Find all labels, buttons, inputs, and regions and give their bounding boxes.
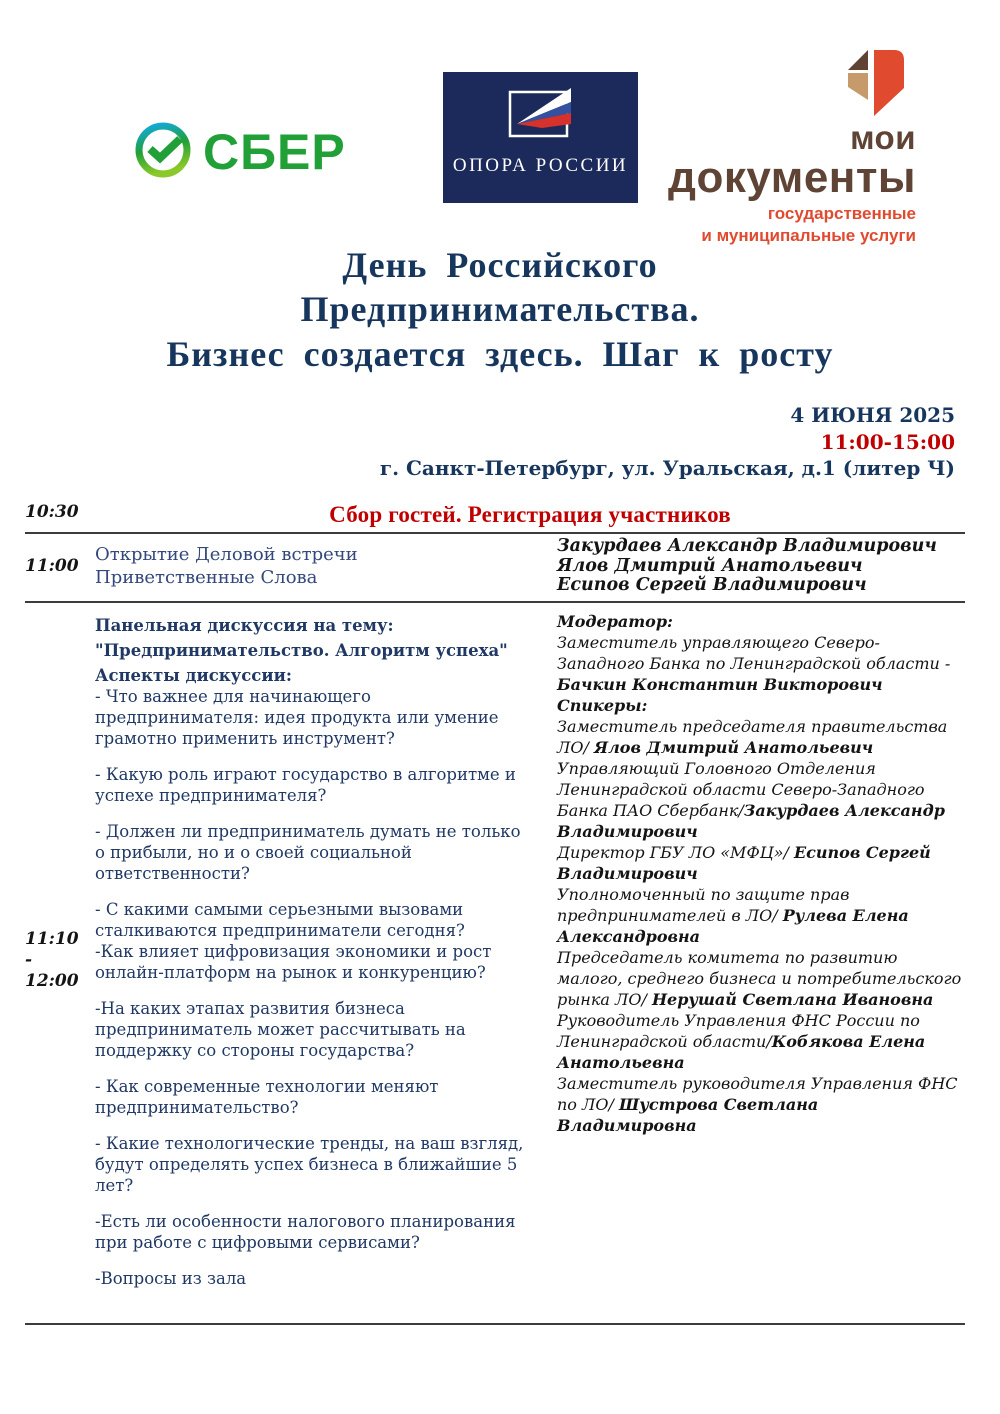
speaker-name: Закурдаев Александр Владимирович <box>557 800 945 841</box>
event-location: г. Санкт-Петербург, ул. Уральская, д.1 (литер Ч) <box>379 456 955 481</box>
speaker-role: Уполномоченный по защите прав предпринимателей в ЛО/ <box>557 884 850 925</box>
opening-item: Открытие Деловой встречи <box>95 544 358 565</box>
panel-time-separator: - <box>25 950 33 971</box>
panel-question: - Какую роль играют государство в алгоритме и успехе предпринимателя? <box>95 764 516 805</box>
moi-logo-line2: документы <box>668 153 916 202</box>
opening-person: Закурдаев Александр Владимирович <box>557 536 937 556</box>
moderator-label: Модератор: <box>557 611 673 631</box>
event-title-line: День Российского <box>342 245 658 285</box>
moderator-name: Бачкин Константин Викторович <box>557 674 883 694</box>
moi-logo-subtitle1: государственные <box>767 204 916 223</box>
speakers-list <box>557 716 963 1136</box>
event-title-line: Бизнес создается здесь. Шаг к росту <box>166 333 834 374</box>
speaker-entry <box>557 1010 963 1073</box>
opening-person: Есипов Сергей Владимирович <box>557 575 867 596</box>
panel-question: - С какими самыми серьезными вызовами сталкиваются предприниматели сегодня? -Как влияет цифровизация экономики и рост онлайн-платформ на рынок и конкуренцию? <box>95 899 492 982</box>
opening-time: 11:00 <box>25 555 79 576</box>
panel-people <box>557 611 965 1311</box>
speaker-name: Нерушай Светлана Ивановна <box>651 989 934 1009</box>
speaker-name: Ялов Дмитрий Анатольевич <box>593 737 874 757</box>
panel-question: -Есть ли особенности налогового планирования при работе с цифровыми сервисами? <box>95 1211 516 1252</box>
panel-topic: "Предпринимательство. Алгоритм успеха" <box>95 640 508 660</box>
moi-logo-subtitle2: и муниципальные услуги <box>701 226 916 245</box>
opening-item: Приветственные Слова <box>95 567 318 589</box>
speaker-entry <box>557 758 963 842</box>
logo-row <box>0 0 1000 245</box>
panel-heading: Панельная дискуссия на тему: <box>95 615 394 635</box>
schedule-table <box>25 500 965 1325</box>
schedule-row-panel <box>25 603 965 1325</box>
speaker-entry <box>557 842 963 884</box>
sber-check-icon <box>133 120 193 184</box>
speaker-role: Заместитель руководителя Управления ФНС по ЛО/ <box>557 1073 958 1114</box>
opora-rossii-logo <box>443 72 638 203</box>
panel-question: - Какие технологические тренды, на ваш взгляд, будут определять успех бизнеса в ближайшие 5 лет? <box>95 1133 524 1195</box>
speaker-role: Заместитель председателя правительства ЛО/ <box>557 716 948 757</box>
moderator-entry <box>557 632 963 695</box>
registration-time: 10:30 <box>25 502 79 522</box>
speaker-entry <box>557 947 963 1010</box>
speakers-label: Спикеры: <box>557 695 648 715</box>
registration-title: Сбор гостей. Регистрация участников <box>329 502 731 527</box>
panel-questions <box>95 686 533 1289</box>
speaker-role: Директор ГБУ ЛО «МФЦ»/ <box>557 842 794 862</box>
panel-question: -На каких этапах развития бизнеса предприниматель может рассчитывать на поддержку со стороны государства? <box>95 998 466 1060</box>
schedule-row-registration <box>25 500 965 534</box>
opora-logo-text: ОПОРА РОССИИ <box>452 155 629 176</box>
panel-question: - Как современные технологии меняют предпринимательство? <box>95 1076 439 1117</box>
moi-dokumenty-logo <box>668 46 916 244</box>
event-title-line: Предпринимательства. <box>300 289 700 330</box>
speaker-role: Председатель комитета по развитию малого, среднего бизнеса и потребительского рынка ЛО/ <box>557 947 962 1009</box>
opening-person: Ялов Дмитрий Анатольевич <box>557 555 863 576</box>
panel-aspects-label: Аспекты дискуссии: <box>95 665 292 685</box>
sber-logo-text: СБЕР <box>203 124 346 180</box>
sber-logo <box>133 120 346 184</box>
opora-flag-icon <box>508 72 574 145</box>
panel-time-end: 12:00 <box>25 971 79 992</box>
panel-discussion <box>95 611 557 1311</box>
panel-question: - Что важнее для начинающего предпринимателя: идея продукта или умение грамотно применить инструмент? <box>95 686 499 748</box>
speaker-name: Есипов Сергей Владимирович <box>557 842 931 883</box>
schedule-row-opening <box>25 534 965 603</box>
speaker-role: Руководитель Управления ФНС России по Ленинградской области/ <box>557 1010 920 1051</box>
panel-time-start: 11:10 <box>25 928 79 949</box>
panel-time <box>25 929 95 993</box>
speaker-entry <box>557 884 963 947</box>
panel-question: -Вопросы из зала <box>95 1268 247 1288</box>
speaker-role: Управляющий Головного Отделения Ленинградской области Северо-Западного Банка ПАО Сбербанк/ <box>557 758 925 820</box>
speaker-entry <box>557 1073 963 1136</box>
opening-persons <box>557 537 965 596</box>
speaker-name: Шустрова Светлана Владимировна <box>557 1094 819 1135</box>
speaker-name: Кобякова Елена Анатольевна <box>557 1031 926 1072</box>
speaker-entry <box>557 716 963 758</box>
moi-logo-line1: мои <box>850 119 916 156</box>
speaker-name: Рулева Елена Александровна <box>557 905 909 946</box>
event-info <box>380 402 955 482</box>
event-date: 4 ИЮНЯ 2025 <box>790 403 955 427</box>
panel-question: - Должен ли предприниматель думать не только о прибыли, но и о своей социальной ответственности? <box>95 821 521 883</box>
opening-items <box>95 543 557 590</box>
moderator-role: Заместитель управляющего Северо-Западного Банка по Ленинградской области - <box>557 632 951 673</box>
event-time: 11:00-15:00 <box>820 429 955 454</box>
event-title <box>0 243 1000 376</box>
